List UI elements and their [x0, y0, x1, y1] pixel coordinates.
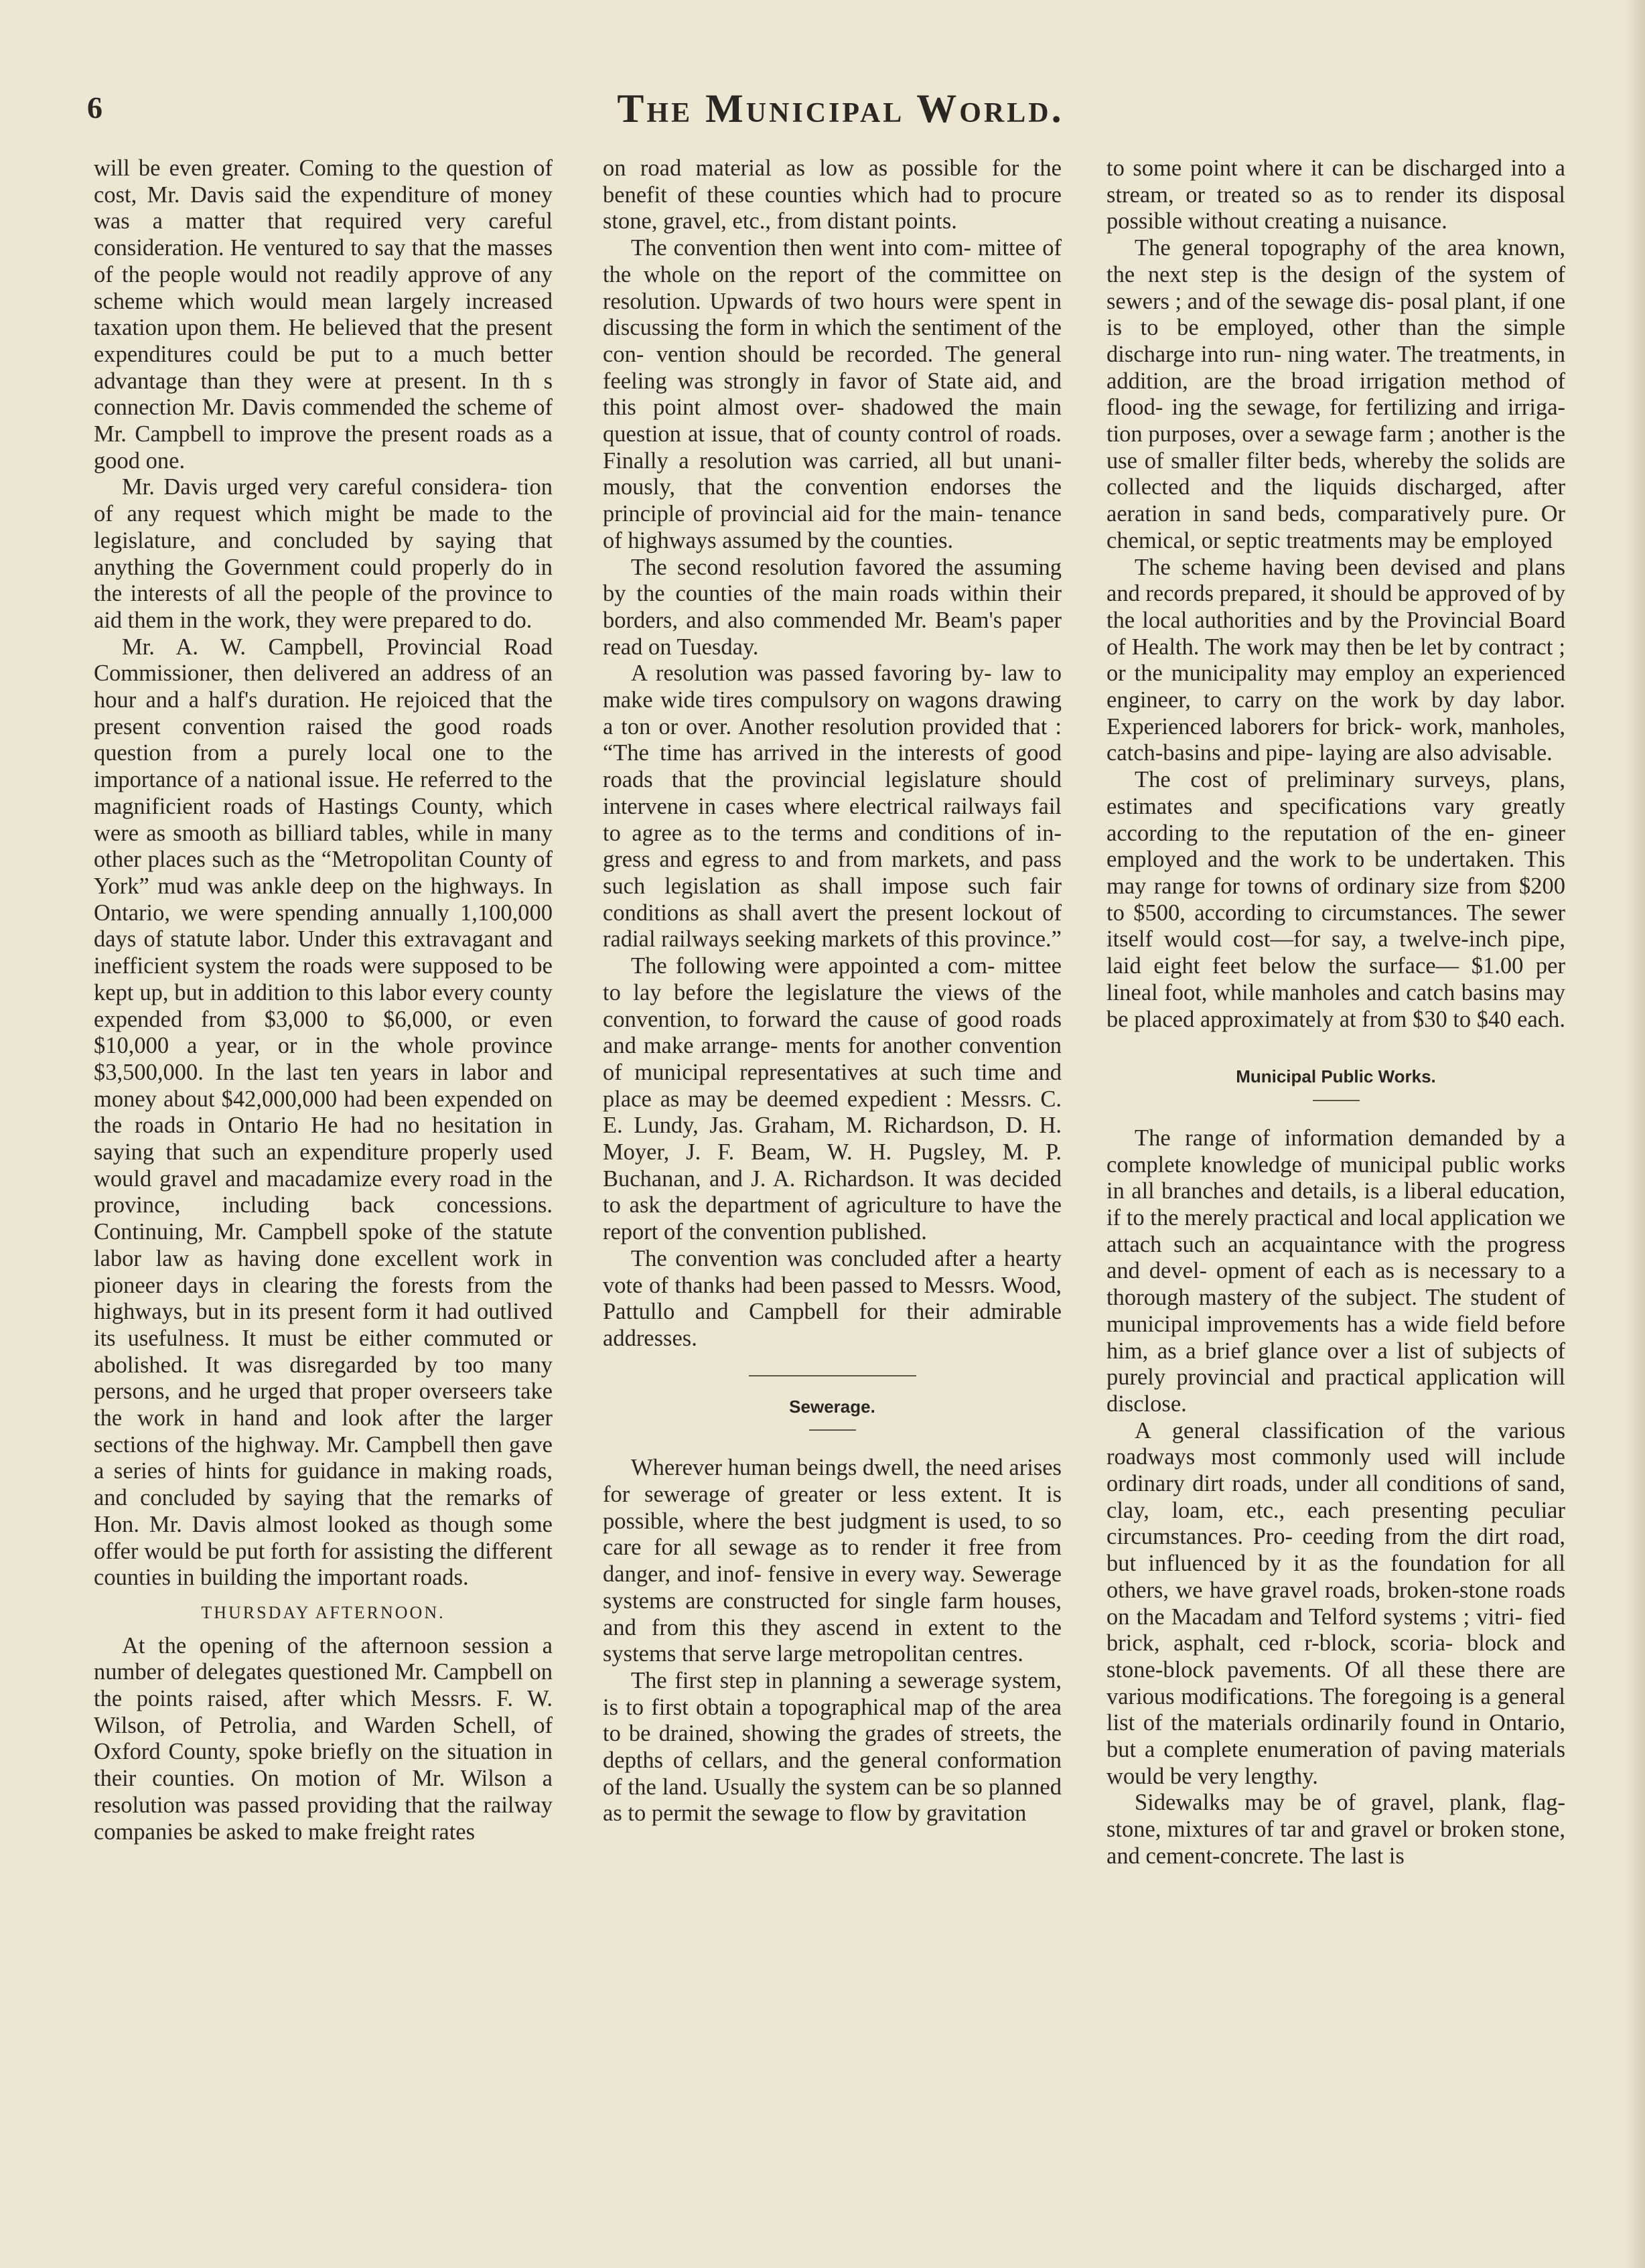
page-header: [87, 86, 1594, 139]
column-2: [603, 155, 1062, 2225]
paragraph: The scheme having been devised and plans and records prepared, it should be approved of by the local authorities and by the Provincial Board of Health. The work may then be let by contract ; or the municipality may employ an experienced engineer, to carry on the work by day labor. Experienced laborers for brick- work, manholes, catch-basins and pipe- laying are also advisable.: [1106, 554, 1565, 766]
paragraph: The first step in planning a sewerage system, is to first obtain a topographical map of the area to be drained, showing the grades of streets, the depths of cellars, and the general conformation of the land. Usually the system can be so planned as to permit the sewage to flow by gravitation: [603, 1667, 1062, 1827]
spacer: [1106, 1033, 1565, 1056]
subhead-thursday-afternoon: THURSDAY AFTERNOON.: [201, 1602, 445, 1622]
paragraph: Mr. Davis urged very careful considera- tion of any request which might be made to the legislature, and concluded by saying that anything the Government could properly do in the interests of all the people of the province to aid them in the work, they were prepared to do.: [94, 474, 553, 633]
paragraph: Sidewalks may be of gravel, plank, flag- stone, mixtures of tar and gravel or broken stone, and cement-concrete. The last is: [1106, 1790, 1565, 1869]
text-columns: [94, 155, 1587, 2225]
page-edge-shadow: [1625, 0, 1645, 2268]
heading-sewerage: Sewerage.: [789, 1396, 875, 1417]
paragraph: The range of information demanded by a complete knowledge of municipal public works in all branches and details, is a liberal education, if to the merely practical and local application we attach such an acquaintance with the progress and devel- opment of each as is necessary to a thorough mastery of the subject. The student of municipal improvements has a wide field before him, as a brief glance over a list of subjects of purely provincial and practical application will disclose.: [1106, 1125, 1565, 1417]
paragraph: The following were appointed a com- mittee to lay before the legislature the views of the convention, to forward the cause of good roads and make arrange- ments for another convention of municipal representatives at such time and place as may be deemed expedient : Messrs. C. E. Lundy, Jas. Graham, M. Richardson, D. H. Moyer, J. F. Beam, W. H. Pugsley, M. P. Buchanan, and J. A. Richardson. It was decided to ask the department of agriculture to have the report of the convention published.: [603, 953, 1062, 1245]
heading-municipal-public-works: Municipal Public Works.: [1236, 1066, 1436, 1087]
paragraph: The convention was concluded after a hearty vote of thanks had been passed to Messrs. Wood, Pattullo and Campbell for their admirable addresses.: [603, 1245, 1062, 1351]
masthead-title: The Municipal World.: [617, 86, 1064, 131]
section-divider: [749, 1375, 916, 1376]
column-3: [1106, 155, 1565, 2225]
paragraph: will be even greater. Coming to the question of cost, Mr. Davis said the expenditure of money was a matter that required very careful consideration. He ventured to say that the masses of the people would not readily approve of any scheme which would mean largely increased taxation upon them. He believed that the present expenditures could be put to a much better advantage than they were at present. In th s connection Mr. Davis commended the scheme of Mr. Campbell to improve the present roads as a good one.: [94, 155, 553, 474]
paragraph: A general classification of the various roadways most commonly used will include ordinary dirt roads, under all conditions of sand, clay, loam, etc., each presenting peculiar circumstances. Pro- ceeding from the dirt road, but influenced by it as the foundation for all others, we have gravel roads, broken-stone roads on the Macadam and Telford systems ; vitri- fied brick, asphalt, ced r-block, scoria- block and stone-block pavements. Of all these there are various modifications. The foregoing is a general list of the materials ordinarily found in Ontario, but a complete enumeration of paving materials would be very lengthy.: [1106, 1417, 1565, 1789]
paragraph: to some point where it can be discharged into a stream, or treated so as to render its disposal possible without creating a nuisance.: [1106, 155, 1565, 234]
paragraph: A resolution was passed favoring by- law to make wide tires compulsory on wagons drawing a ton or over. Another resolution provided that : “The time has arrived in the interests of good roads that the provincial legislature should intervene in cases where electrical railways fail to agree as to the terms and conditions of in- gress and egress to and from markets, and pass such legislation as shall impose such fair conditions as shall avert the present lockout of radial railways seeking markets of this province.”: [603, 660, 1062, 952]
paragraph: The cost of preliminary surveys, plans, estimates and specifications vary greatly according to the reputation of the en- gineer employed and the work to be undertaken. This may range for towns of ordinary size from $200 to $500, according to circumstances. The sewer itself would cost—for say, a twelve-inch pipe, laid eight feet below the surface— $1.00 per lineal foot, while manholes and catch basins may be placed approximately at from $30 to $40 each.: [1106, 767, 1565, 1032]
heading-underline: [1313, 1100, 1360, 1101]
paragraph: on road material as low as possible for the benefit of these counties which had to procure stone, gravel, etc., from distant points.: [603, 155, 1062, 234]
heading-underline: [809, 1429, 856, 1431]
column-1: [94, 155, 553, 2225]
paragraph: At the opening of the afternoon session a number of delegates questioned Mr. Campbell on the points raised, after which Messrs. F. W. Wilson, of Petrolia, and Warden Schell, of Oxford County, spoke briefly on the situation in their counties. On motion of Mr. Wilson a resolution was passed providing that the railway companies be asked to make freight rates: [94, 1632, 553, 1845]
paragraph: The general topography of the area known, the next step is the design of the system of sewers ; and of the sewage dis- posal plant, if one is to be employed, other than the simple discharge into run- ning water. The treatments, in addition, are the broad irrigation method of flood- ing the sewage, for fertilizing and irriga- tion purposes, over a sewage farm ; another is the use of smaller filter beds, whereby the solids are collected and the liquids discharged, after aeration in sand beds, comparatively pure. Or chemical, or septic treatments may be employed: [1106, 235, 1565, 553]
page-number: 6: [87, 90, 102, 125]
paragraph: Mr. A. W. Campbell, Provincial Road Commissioner, then delivered an address of an hour and a half's duration. He rejoiced that the present convention raised the good roads question from a purely local one to the importance of a national issue. He referred to the magnificient roads of Hastings County, which were as smooth as billiard tables, while in many other places such as the “Metropolitan County of York” mud was ankle deep on the highways. In Ontario, we were spending annually 1,100,000 days of statute labor. Under this extravagant and inefficient system the roads were supposed to be kept up, but in addition to this labor every county expended from $3,000 to $6,000, or even $10,000 a year, or in the whole province $3,500,000. In the last ten years in labor and money about $42,000,000 had been expended on the roads in Ontario He had no hesitation in saying that such an expenditure properly used would gravel and macadamize every road in the province, including back concessions. Continuing, Mr. Campbell spoke of the statute labor law as having done excellent work in pioneer days in clearing the forests from the highways, but in its present form it had outlived its usefulness. It must be either commuted or abolished. It was disregarded by too many persons, and he urged that proper overseers take the work in hand and look after the larger sections of the highway. Mr. Campbell then gave a series of hints for guidance in making roads, and concluded by saying that the remarks of Hon. Mr. Davis almost looked as though some offer would be put forth for assisting the different counties in building the important roads.: [94, 634, 553, 1591]
paragraph: Wherever human beings dwell, the need arises for sewerage of greater or less extent. It is possible, where the best judgment is used, to so care for all sewage as to render it free from danger, and inof- fensive in every way. Sewerage systems are constructed for single farm houses, and from this they ascend in extent to the systems that serve large metropolitan centres.: [603, 1455, 1062, 1667]
paragraph: The convention then went into com- mittee of the whole on the report of the committee on resolution. Upwards of two hours were spent in discussing the form in which the sentiment of the con- vention should be recorded. The general feeling was strongly in favor of State aid, and this point almost over- shadowed the main question at issue, that of county control of roads. Finally a resolution was carried, all but unani- mously, that the convention endorses the principle of provincial aid for the main- tenance of highways assumed by the counties.: [603, 235, 1062, 553]
paragraph: The second resolution favored the assuming by the counties of the main roads within their borders, and also commended Mr. Beam's paper read on Tuesday.: [603, 554, 1062, 660]
